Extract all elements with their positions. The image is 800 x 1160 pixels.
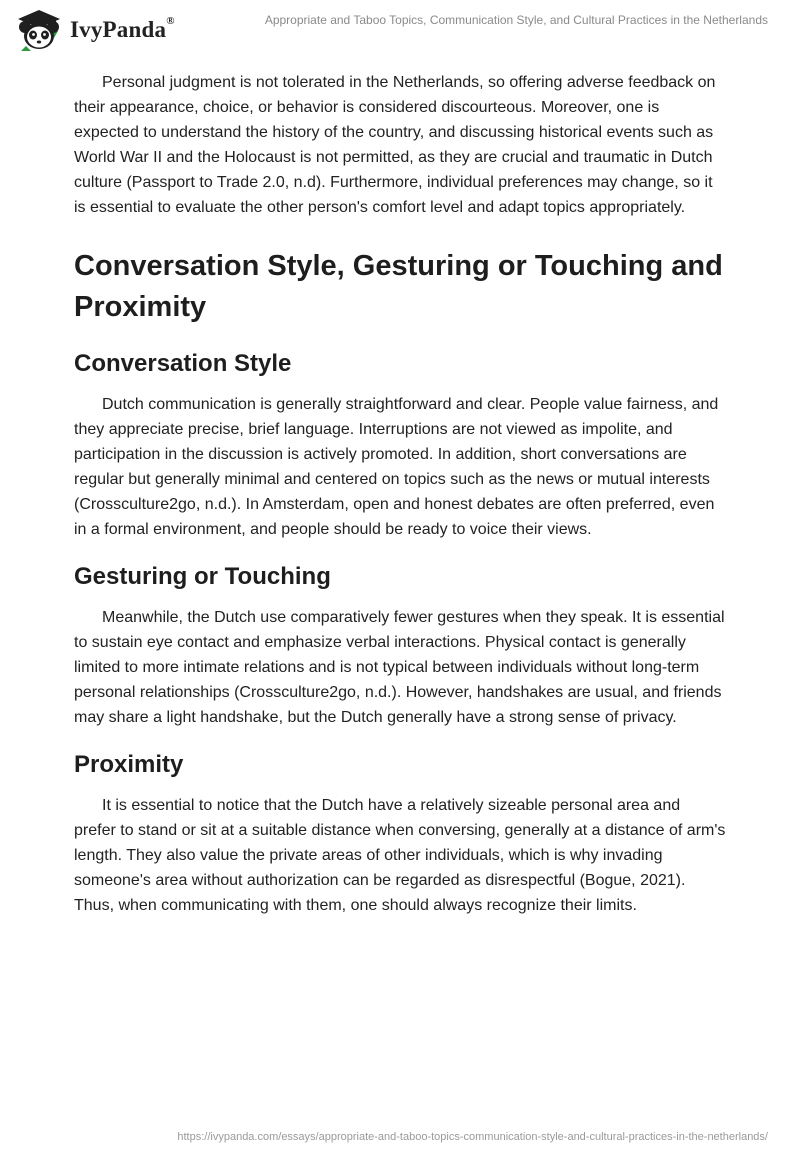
intro-paragraph: Personal judgment is not tolerated in the Netherlands, so offering adverse feedback on their appearance, choice, or behavior is considered discourteous. Moreover, one is expected to understand the history of the country, and discussing historical events such as World War II and the Holocaust is not permitted, as they are crucial and traumatic in Dutch culture (Passport to Trade 2.0, n.d). Furthermore, individual preferences may change, so it is essential to evaluate the other person's comfort level and adapt topics appropriately. xyxy=(74,74,716,216)
subsection-heading-proximity: Proximity xyxy=(74,751,184,778)
subsection-heading-conversation-style: Conversation Style xyxy=(74,350,292,377)
paragraph-gesturing: Meanwhile, the Dutch use comparatively fewer gestures when they speak. It is essential to sustain eye contact and emphasize verbal interactions. Physical contact is generally limited to more intimate relations and is not typical between individuals without long-term personal relationships (Crossculture2go, n.d.). However, handshakes are usual, and friends may share a light handshake, but the Dutch generally have a strong sense of privacy. xyxy=(74,609,725,726)
brand-name: IvyPanda® xyxy=(70,15,175,42)
ivypanda-logo[interactable] xyxy=(14,8,175,52)
panda-graduate-icon xyxy=(14,8,64,52)
article-body xyxy=(74,70,726,918)
subsection-heading-gesturing: Gesturing or Touching xyxy=(74,563,331,590)
section-heading: Conversation Style, Gesturing or Touching and Proximity xyxy=(74,250,723,323)
document-title: Appropriate and Taboo Topics, Communication Style, and Cultural Practices in the Netherlands xyxy=(264,13,768,27)
paragraph-proximity: It is essential to notice that the Dutch have a relatively sizeable personal area and prefer to stand or sit at a suitable distance when conversing, generally at a distance of arm's length. They also value the private areas of other individuals, which is why invading someone's area without authorization can be regarded as disrespectful (Bogue, 2021). Thus, when communicating with them, one should always recognize their limits. xyxy=(74,797,726,914)
page-header xyxy=(0,0,800,60)
source-url[interactable]: https://ivypanda.com/essays/appropriate-and-taboo-topics-communication-style-and-cultural-practices-in-the-netherlands/ xyxy=(177,1131,768,1143)
paragraph-conversation-style: Dutch communication is generally straightforward and clear. People value fairness, and they appreciate precise, brief language. Interruptions are not viewed as impolite, and participation in the discussion is actively promoted. In addition, short conversations are regular but generally minimal and centered on topics such as the news or mutual interests (Crossculture2go, n.d.). In Amsterdam, open and honest debates are often preferred, even in a formal environment, and people should be ready to voice their views. xyxy=(74,396,719,538)
